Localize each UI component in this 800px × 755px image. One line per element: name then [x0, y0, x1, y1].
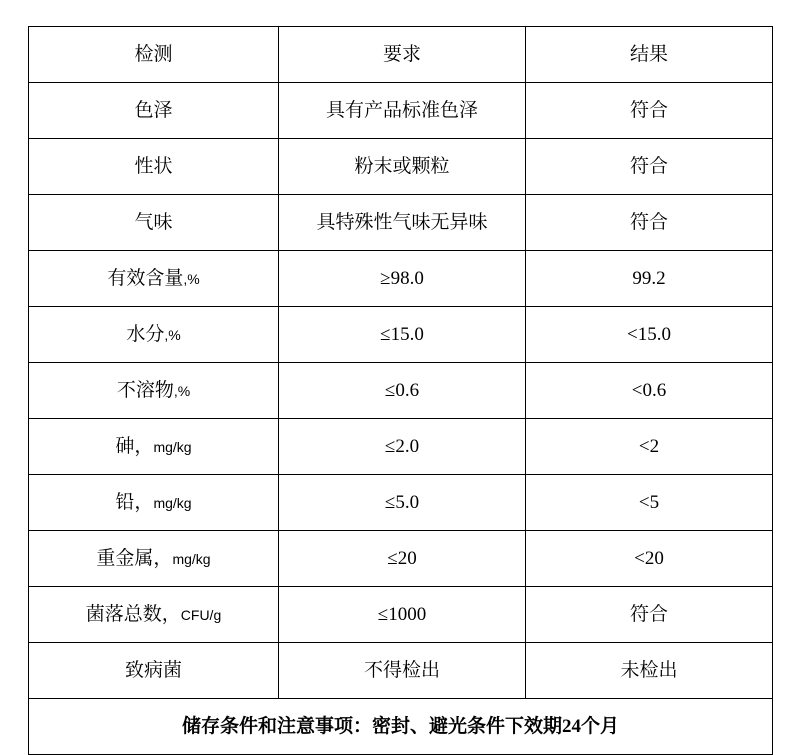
- cell-item: [29, 139, 279, 195]
- item-name: 气味: [134, 211, 173, 233]
- cell-result: 99.2: [526, 251, 773, 307]
- table-row: [29, 195, 773, 251]
- cell-requirement: 粉末或颗粒: [279, 139, 526, 195]
- item-unit: mg/kg: [153, 438, 192, 455]
- cell-item: [29, 363, 279, 419]
- item-name: 性状: [134, 155, 173, 177]
- cell-item: [29, 587, 279, 643]
- cell-item: [29, 419, 279, 475]
- cell-requirement: ≤2.0: [279, 419, 526, 475]
- table-row: [29, 83, 773, 139]
- cell-item: [29, 83, 279, 139]
- item-unit: mg/kg: [172, 550, 211, 567]
- table-row: [29, 139, 773, 195]
- cell-item: [29, 195, 279, 251]
- cell-item: [29, 475, 279, 531]
- table-row: [29, 251, 773, 307]
- cell-result: <20: [526, 531, 773, 587]
- item-name: 致病菌: [124, 659, 182, 681]
- cell-requirement: ≥98.0: [279, 251, 526, 307]
- item-name: 不溶物: [116, 379, 174, 401]
- cell-item: [29, 643, 279, 699]
- cell-requirement: ≤0.6: [279, 363, 526, 419]
- cell-result: 未检出: [526, 643, 773, 699]
- cell-result: <0.6: [526, 363, 773, 419]
- item-name: 水分: [126, 323, 165, 345]
- cell-result: 符合: [526, 139, 773, 195]
- cell-result: <15.0: [526, 307, 773, 363]
- table-row: [29, 363, 773, 419]
- cell-item: [29, 251, 279, 307]
- item-unit: ,%: [164, 326, 181, 343]
- cell-result: 符合: [526, 83, 773, 139]
- item-unit: ,%: [183, 270, 200, 287]
- cell-requirement: 具有产品标准色泽: [279, 83, 526, 139]
- storage-note: 储存条件和注意事项：密封、避光条件下效期24个月: [29, 699, 773, 755]
- table-row: [29, 643, 773, 699]
- cell-requirement: ≤1000: [279, 587, 526, 643]
- cell-result: 符合: [526, 587, 773, 643]
- item-name: 菌落总数，: [85, 603, 181, 625]
- cell-item: [29, 531, 279, 587]
- item-unit: CFU/g: [180, 606, 222, 623]
- item-name: 铅，: [115, 491, 154, 513]
- cell-requirement: ≤5.0: [279, 475, 526, 531]
- specification-table: [28, 26, 773, 755]
- table-body: [29, 27, 773, 755]
- column-header-item: 检测: [29, 27, 279, 83]
- table-row: [29, 475, 773, 531]
- table-row: [29, 587, 773, 643]
- item-name: 色泽: [134, 99, 173, 121]
- table-row: [29, 531, 773, 587]
- item-name: 砷，: [115, 435, 154, 457]
- item-unit: ,%: [173, 382, 191, 399]
- cell-requirement: ≤20: [279, 531, 526, 587]
- table-row: [29, 419, 773, 475]
- cell-requirement: 具特殊性气味无异味: [279, 195, 526, 251]
- item-name: 有效含量: [107, 267, 184, 289]
- item-name: 重金属，: [96, 547, 173, 569]
- table-header-row: [29, 27, 773, 83]
- cell-requirement: ≤15.0: [279, 307, 526, 363]
- column-header-requirement: 要求: [279, 27, 526, 83]
- column-header-result: 结果: [526, 27, 773, 83]
- cell-item: [29, 307, 279, 363]
- cell-requirement: 不得检出: [279, 643, 526, 699]
- table-footer-row: [29, 699, 773, 755]
- cell-result: <5: [526, 475, 773, 531]
- cell-result: <2: [526, 419, 773, 475]
- item-unit: mg/kg: [153, 494, 192, 511]
- cell-result: 符合: [526, 195, 773, 251]
- table-row: [29, 307, 773, 363]
